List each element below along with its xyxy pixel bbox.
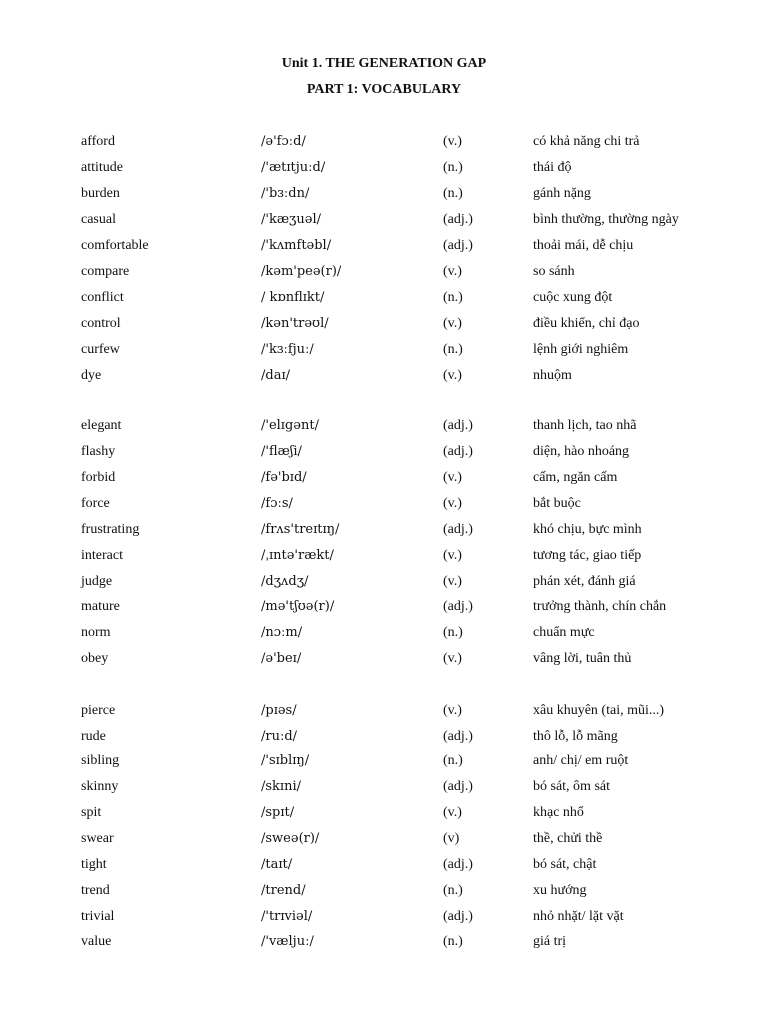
vocab-row	[0, 185, 768, 203]
vocab-row	[0, 624, 768, 642]
vocab-word: rude	[81, 729, 106, 744]
vocab-part-of-speech: (v.)	[443, 134, 462, 149]
vocab-pronunciation: /mə'tʃʊə(r)/	[261, 599, 335, 614]
vocab-meaning: chuẩn mực	[533, 625, 595, 640]
vocab-meaning: trưởng thành, chín chắn	[533, 599, 667, 614]
vocab-part-of-speech: (adj.)	[443, 212, 473, 227]
vocab-pronunciation: /'bɜːdn/	[261, 186, 310, 201]
vocab-pronunciation: /trend/	[261, 883, 306, 898]
vocab-word: judge	[81, 574, 113, 589]
vocab-row	[0, 547, 768, 565]
vocab-word: forbid	[81, 470, 116, 485]
vocab-row	[0, 443, 768, 461]
vocab-part-of-speech: (adj.)	[443, 729, 473, 744]
vocab-pronunciation: /frʌs'treɪtɪŋ/	[261, 522, 340, 537]
vocab-part-of-speech: (v.)	[443, 316, 462, 331]
vocab-part-of-speech: (n.)	[443, 883, 463, 898]
vocab-part-of-speech: (n.)	[443, 625, 463, 640]
vocab-row	[0, 856, 768, 874]
vocab-word: interact	[81, 548, 123, 563]
vocab-pronunciation: /'kʌmftəbl/	[261, 238, 332, 253]
vocab-row	[0, 211, 768, 229]
vocab-meaning: thoải mái, dễ chịu	[533, 238, 634, 253]
vocab-part-of-speech: (adj.)	[443, 857, 473, 872]
vocab-meaning: cấm, ngăn cấm	[533, 470, 618, 485]
vocab-pronunciation: /kəm'peə(r)/	[261, 264, 342, 279]
vocab-word: swear	[81, 831, 114, 846]
vocab-word: mature	[81, 599, 120, 614]
vocab-row	[0, 728, 768, 746]
vocab-word: compare	[81, 264, 130, 279]
vocab-part-of-speech: (adj.)	[443, 779, 473, 794]
vocab-pronunciation: /sweə(r)/	[261, 831, 320, 846]
vocab-word: spit	[81, 805, 102, 820]
vocab-row	[0, 367, 768, 385]
vocab-word: skinny	[81, 779, 119, 794]
vocab-meaning: vâng lời, tuân thủ	[533, 651, 632, 666]
vocab-pronunciation: /'trɪviəl/	[261, 909, 313, 924]
vocab-row	[0, 573, 768, 591]
vocab-pronunciation: /'flæʃi/	[261, 444, 302, 459]
vocab-pronunciation: /taɪt/	[261, 857, 293, 872]
vocab-row	[0, 289, 768, 307]
vocab-row	[0, 650, 768, 668]
vocab-word: casual	[81, 212, 116, 227]
vocab-row	[0, 933, 768, 951]
vocab-pronunciation: /spɪt/	[261, 805, 295, 820]
vocab-word: value	[81, 934, 112, 949]
vocab-part-of-speech: (v.)	[443, 470, 462, 485]
vocab-pronunciation: /daɪ/	[261, 368, 290, 383]
vocab-meaning: thề, chửi thề	[533, 831, 603, 846]
vocab-row	[0, 159, 768, 177]
vocab-part-of-speech: (v.)	[443, 651, 462, 666]
vocab-row	[0, 237, 768, 255]
vocab-pronunciation: /'kɜːfjuː/	[261, 342, 314, 357]
vocab-part-of-speech: (v.)	[443, 368, 462, 383]
vocab-word: attitude	[81, 160, 123, 175]
vocab-word: conflict	[81, 290, 124, 305]
vocab-part-of-speech: (v.)	[443, 496, 462, 511]
part-title: PART 1: VOCABULARY	[306, 82, 462, 97]
vocab-pronunciation: /skɪni/	[261, 779, 301, 794]
vocab-meaning: thanh lịch, tao nhã	[533, 418, 637, 433]
vocab-row	[0, 263, 768, 281]
vocab-word: norm	[81, 625, 111, 640]
vocab-row	[0, 882, 768, 900]
vocab-meaning: khạc nhổ	[533, 805, 584, 820]
vocab-pronunciation: /fə'bɪd/	[261, 470, 307, 485]
vocab-pronunciation: /ə'fɔːd/	[261, 134, 306, 149]
vocab-word: pierce	[81, 703, 116, 718]
vocab-part-of-speech: (v.)	[443, 574, 462, 589]
vocab-meaning: điều khiển, chỉ đạo	[533, 316, 640, 331]
vocab-word: tight	[81, 857, 107, 872]
vocab-part-of-speech: (v.)	[443, 703, 462, 718]
vocab-word: dye	[81, 368, 102, 383]
vocab-row	[0, 804, 768, 822]
vocab-meaning: thô lỗ, lỗ mãng	[533, 729, 618, 744]
vocab-meaning: tương tác, giao tiếp	[533, 548, 642, 563]
vocab-part-of-speech: (n.)	[443, 186, 463, 201]
vocab-pronunciation: /'kæʒuəl/	[261, 212, 321, 227]
vocab-part-of-speech: (adj.)	[443, 238, 473, 253]
vocab-part-of-speech: (v.)	[443, 548, 462, 563]
vocab-pronunciation: /fɔːs/	[261, 496, 293, 511]
vocab-row	[0, 521, 768, 539]
vocab-part-of-speech: (n.)	[443, 934, 463, 949]
vocab-word: trend	[81, 883, 110, 898]
vocab-meaning: bắt buộc	[533, 496, 581, 511]
vocab-row	[0, 830, 768, 848]
vocab-pronunciation: /'væljuː/	[261, 934, 314, 949]
vocab-row	[0, 341, 768, 359]
vocab-part-of-speech: (v)	[443, 831, 460, 846]
vocab-meaning: gánh nặng	[533, 186, 591, 201]
vocab-meaning: thái độ	[533, 160, 572, 175]
vocab-row	[0, 469, 768, 487]
vocab-part-of-speech: (n.)	[443, 290, 463, 305]
vocab-word: comfortable	[81, 238, 149, 253]
vocab-pronunciation: / kɒnflɪkt/	[261, 290, 325, 305]
vocab-meaning: lệnh giới nghiêm	[533, 342, 629, 357]
vocab-word: force	[81, 496, 110, 511]
vocab-part-of-speech: (adj.)	[443, 909, 473, 924]
vocab-word: obey	[81, 651, 109, 666]
vocab-pronunciation: /ˌɪntə'rækt/	[261, 548, 334, 563]
vocab-meaning: anh/ chị/ em ruột	[533, 753, 629, 768]
vocab-part-of-speech: (adj.)	[443, 444, 473, 459]
vocab-part-of-speech: (adj.)	[443, 522, 473, 537]
vocab-meaning: khó chịu, bực mình	[533, 522, 642, 537]
vocab-meaning: nhuộm	[533, 368, 572, 383]
vocab-meaning: so sánh	[533, 264, 575, 279]
vocab-meaning: có khả năng chi trả	[533, 134, 640, 149]
vocab-meaning: cuộc xung đột	[533, 290, 613, 305]
vocab-word: flashy	[81, 444, 116, 459]
vocab-word: trivial	[81, 909, 115, 924]
vocab-row	[0, 598, 768, 616]
vocab-row	[0, 752, 768, 770]
vocab-meaning: diện, hào nhoáng	[533, 444, 630, 459]
vocab-row	[0, 908, 768, 926]
vocab-row	[0, 417, 768, 435]
vocab-word: control	[81, 316, 121, 331]
vocab-pronunciation: /nɔːm/	[261, 625, 303, 640]
vocab-meaning: phán xét, đánh giá	[533, 574, 636, 589]
vocab-pronunciation: /'ætɪtjuːd/	[261, 160, 326, 175]
vocab-pronunciation: /pɪəs/	[261, 703, 297, 718]
vocab-meaning: nhỏ nhặt/ lặt vặt	[533, 909, 624, 924]
vocab-word: frustrating	[81, 522, 140, 537]
vocab-meaning: bó sát, chật	[533, 857, 597, 872]
vocab-part-of-speech: (adj.)	[443, 418, 473, 433]
vocab-part-of-speech: (n.)	[443, 753, 463, 768]
vocab-meaning: giá trị	[533, 934, 567, 949]
vocab-row	[0, 702, 768, 720]
vocab-meaning: bình thường, thường ngày	[533, 212, 679, 227]
vocab-part-of-speech: (v.)	[443, 264, 462, 279]
vocab-word: curfew	[81, 342, 120, 357]
vocab-meaning: xâu khuyên (tai, mũi...)	[533, 703, 665, 718]
vocab-row	[0, 495, 768, 513]
vocab-pronunciation: /ə'beɪ/	[261, 651, 302, 666]
vocab-row	[0, 778, 768, 796]
vocab-row	[0, 133, 768, 151]
vocab-part-of-speech: (n.)	[443, 160, 463, 175]
unit-title: Unit 1. THE GENERATION GAP	[281, 56, 487, 71]
vocab-meaning: bó sát, ôm sát	[533, 779, 610, 794]
vocab-pronunciation: /'sɪblɪŋ/	[261, 753, 310, 768]
vocab-part-of-speech: (n.)	[443, 342, 463, 357]
vocab-word: afford	[81, 134, 115, 149]
vocab-pronunciation: /dʒʌdʒ/	[261, 574, 309, 589]
vocab-part-of-speech: (v.)	[443, 805, 462, 820]
vocab-word: burden	[81, 186, 120, 201]
vocab-pronunciation: /'elɪgənt/	[261, 418, 319, 433]
vocab-part-of-speech: (adj.)	[443, 599, 473, 614]
vocab-row	[0, 315, 768, 333]
vocab-pronunciation: /kən'trəʊl/	[261, 316, 329, 331]
vocab-meaning: xu hướng	[533, 883, 587, 898]
vocab-word: elegant	[81, 418, 122, 433]
vocab-word: sibling	[81, 753, 120, 768]
vocab-pronunciation: /ruːd/	[261, 729, 298, 744]
